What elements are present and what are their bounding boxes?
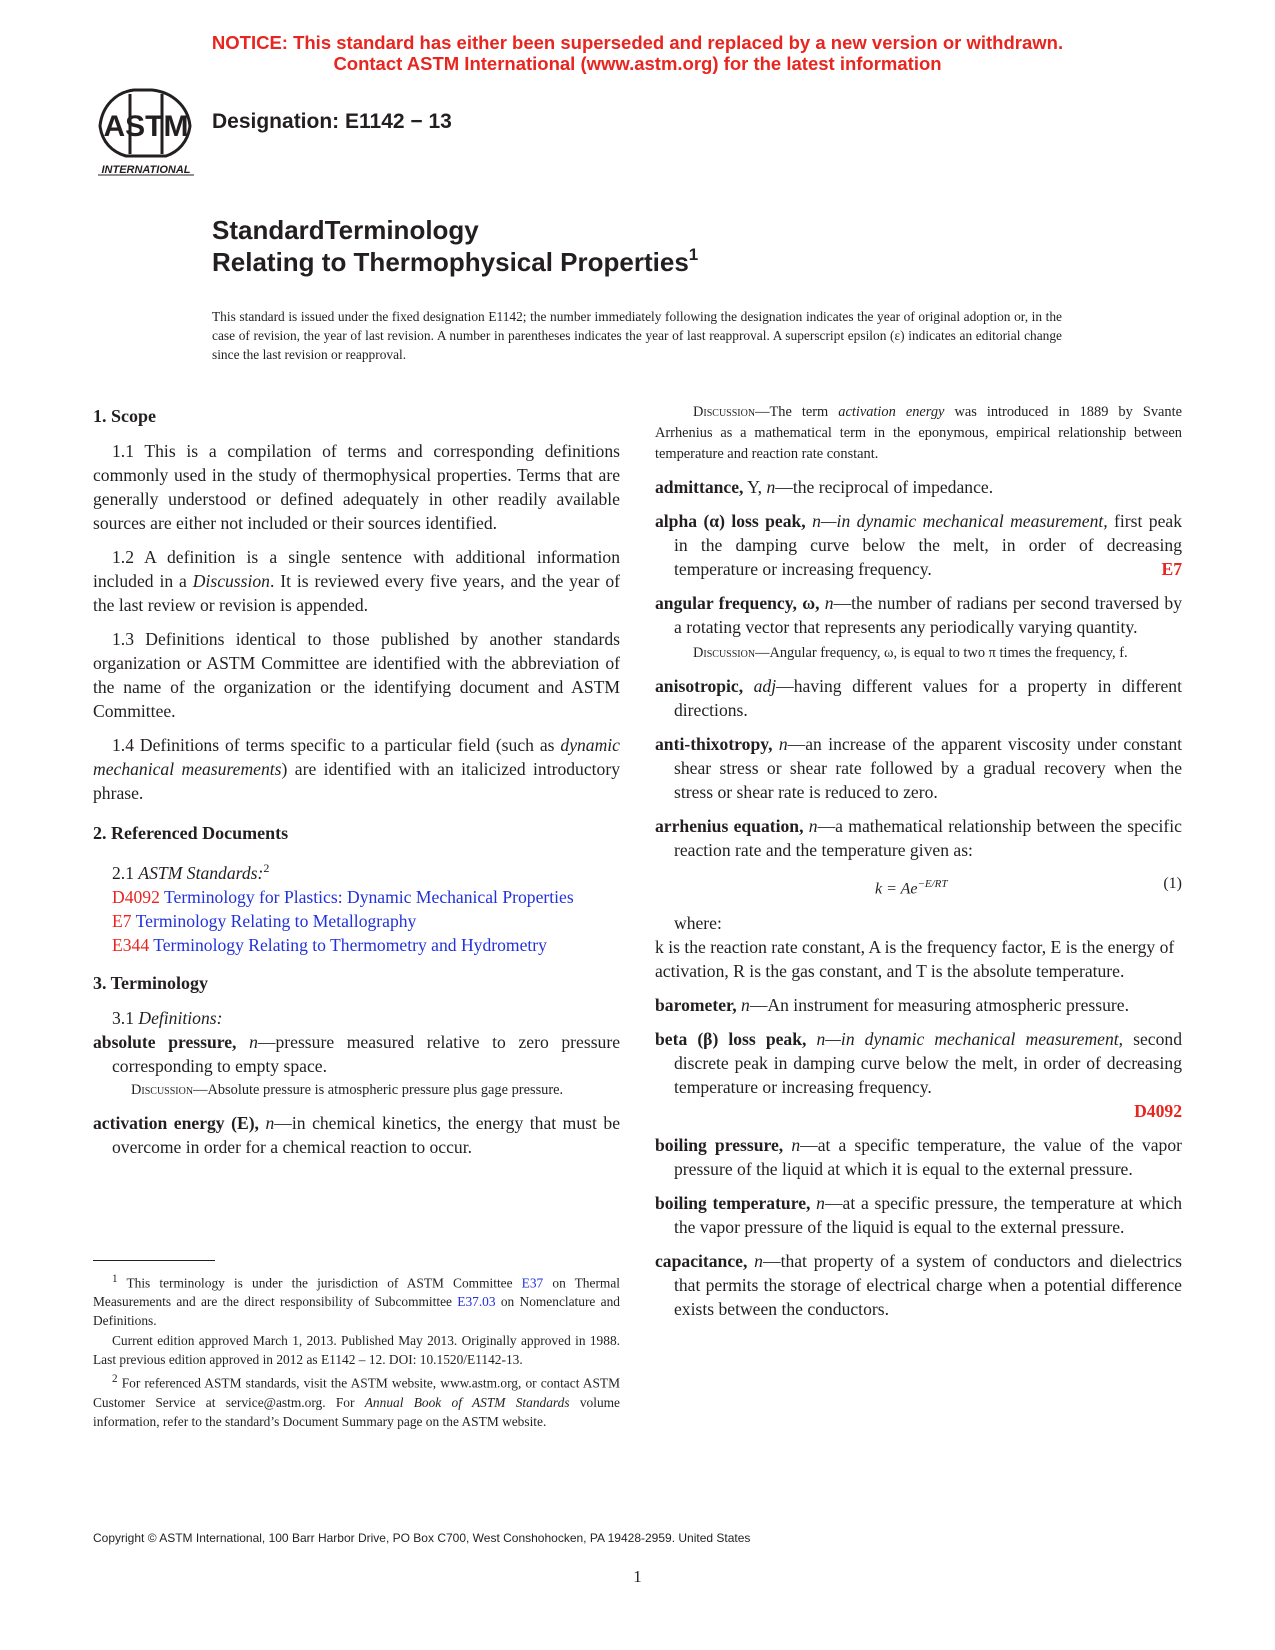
standard-tag-e7[interactable]: E7 bbox=[1161, 559, 1182, 579]
discussion-angular-frequency: Discussion—Angular frequency, ω, is equal to two π times the frequency, f. bbox=[693, 645, 1128, 661]
section-scope-heading: 1. Scope bbox=[93, 406, 156, 426]
copyright-footer: Copyright © ASTM International, 100 Barr Harbor Drive, PO Box C700, West Conshohocken, PA 19428-2959. United States bbox=[93, 1531, 751, 1545]
logo-mark-text: ASTM bbox=[103, 110, 189, 143]
notice-banner bbox=[0, 32, 1275, 74]
issue-note: This standard is issued under the fixed designation E1142; the number immediately following the designation indicates the year of original adoption or, in the case of revision, the year of last revision. A number in parentheses indicates the year of last reapproval. A superscript epsilon (ε) indicates an editorial change since the last revision or reapproval. bbox=[212, 309, 1062, 362]
term-absolute-pressure: absolute pressure, n—pressure measured relative to zero pressure corresponding to empty space. bbox=[93, 1031, 621, 1076]
logo-international-text: INTERNATIONAL bbox=[101, 164, 191, 176]
term-activation-energy: activation energy (E), n—in chemical kinetics, the energy that must be overcome in order for a chemical reaction to occur. bbox=[93, 1112, 620, 1157]
equation-number: (1) bbox=[1163, 875, 1182, 892]
footnote-2: $^2$ For referenced ASTM standards, visit the ASTM website, www.astm.org, or contact ASTM Customer Service at service@astm.org. For Annual Book of ASTM Standards volume information, refer to the standard’s Document Summary page on the ASTM website. bbox=[93, 1373, 620, 1429]
link-e37-03[interactable]: E37.03 bbox=[457, 1294, 496, 1310]
section-referenced-documents-heading: 2. Referenced Documents bbox=[93, 823, 289, 843]
astm-standards-subheading: 2.1 ASTM Standards:$^2$ bbox=[112, 861, 270, 883]
definitions-subheading: 3.1 Definitions: bbox=[112, 1007, 223, 1028]
page-number: 1 bbox=[633, 1567, 642, 1586]
notice-line-1: NOTICE: This standard has either been superseded and replaced by a new version or withdrawn. bbox=[211, 32, 1064, 53]
title-line-1: StandardTerminology bbox=[212, 215, 479, 245]
footnote-1-edition: Current edition approved March 1, 2013. Published May 2013. Originally approved in 1988. Last previous edition approved in 2012 as E1142 – 12. DOI: 10.1520/E1142-13. bbox=[93, 1333, 620, 1368]
where-text: k is the reaction rate constant, A is the frequency factor, E is the energy of activation, R is the gas constant, and T is the absolute temperature. bbox=[655, 937, 1175, 982]
standard-tag-d4092[interactable]: D4092 bbox=[1134, 1101, 1182, 1122]
title-footnote-mark: 1 bbox=[688, 245, 699, 264]
para-1-3: 1.3 Definitions identical to those published by another standards organization or ASTM Committee are identified with the abbreviation of the name of the organization or the identifying document and ASTM Committee. bbox=[93, 629, 620, 721]
section-terminology-heading: 3. Terminology bbox=[93, 972, 209, 993]
term-beta-loss-peak: beta (β) loss peak, n—in dynamic mechanical measurement, second discrete peak in damping curve below the melt, in order of decreasing temperature or increasing frequency. D4092 bbox=[655, 1029, 1183, 1122]
link-e37[interactable]: E37 bbox=[521, 1275, 544, 1291]
term-capacitance: capacitance, n—that property of a system of conductors and dielectrics that permits the storage of electrical charge when a potential difference exists between the conductors. bbox=[655, 1251, 1182, 1320]
para-1-4: 1.4 Definitions of terms specific to a particular field (such as dynamic mechanical measurements) are identified with an italicized introductory phrase. bbox=[93, 735, 621, 803]
term-angular-frequency: angular frequency, ω, n—the number of radians per second traversed by a rotating vector that represents any periodically varying quantity. bbox=[655, 593, 1182, 637]
astm-logo bbox=[92, 84, 200, 176]
footnote-1: $^1$ This terminology is under the jurisdiction of ASTM Committee E37 on Thermal Measurements and are the direct responsibility of Subcommittee E37.03 on Nomenclature and Definitions. bbox=[93, 1273, 620, 1329]
discussion-activation-energy: Discussion—The term activation energy was introduced in 1889 by Svante Arrhenius as a mathematical term in the eponymous, empirical relationship between temperature and reaction rate constant. bbox=[655, 404, 1182, 462]
reference-item[interactable]: E344 Terminology Relating to Thermometry and Hydrometry bbox=[112, 934, 547, 955]
para-1-1: 1.1 This is a compilation of terms and corresponding definitions commonly used in the study of thermophysical properties. Terms that are generally understood or defined adequately in other readily available sources are either not included or their sources identified. bbox=[93, 441, 620, 533]
document-title bbox=[212, 214, 698, 278]
term-arrhenius-equation: arrhenius equation, n—a mathematical relationship between the specific reaction rate and the temperature given as: bbox=[655, 816, 1182, 860]
term-anisotropic: anisotropic, adj—having different values for a property in different directions. bbox=[655, 676, 1182, 720]
footnote-divider bbox=[93, 1260, 215, 1261]
reference-item[interactable]: E7 Terminology Relating to Metallography bbox=[112, 910, 417, 931]
term-anti-thixotropy: anti-thixotropy, n—an increase of the apparent viscosity under constant shear stress or shear rate followed by a gradual recovery when the stress or shear rate is reduced to zero. bbox=[655, 734, 1182, 802]
discussion-absolute-pressure: Discussion—Absolute pressure is atmospheric pressure plus gage pressure. bbox=[131, 1081, 564, 1098]
term-boiling-pressure: boiling pressure, n—at a specific temperature, the value of the vapor pressure of the liquid at which it is equal to the external pressure. bbox=[655, 1135, 1182, 1180]
designation: Designation: E1142 − 13 bbox=[212, 110, 452, 133]
left-column bbox=[93, 404, 620, 1169]
term-barometer: barometer, n—An instrument for measuring atmospheric pressure. bbox=[655, 995, 1129, 1016]
notice-line-2: Contact ASTM International (www.astm.org) for the latest information bbox=[333, 53, 942, 74]
title-line-2: Relating to Thermophysical Properties$^1$ bbox=[212, 245, 699, 277]
para-1-2: 1.2 A definition is a single sentence with additional information included in a Discussion. It is reviewed every five years, and the year of the last review or revision is appended. bbox=[93, 547, 620, 615]
term-alpha-loss-peak: alpha (α) loss peak, n—in dynamic mechanical measurement, first peak in the damping curve below the melt, in order of decreasing temperature or increasing frequency. E7 bbox=[655, 511, 1182, 579]
term-admittance: admittance, Y, n—the reciprocal of impedance. bbox=[655, 477, 994, 497]
right-column bbox=[655, 402, 1182, 1331]
reference-item[interactable]: D4092 Terminology for Plastics: Dynamic Mechanical Properties bbox=[112, 886, 574, 907]
footnotes bbox=[93, 1270, 620, 1432]
where-label: where: bbox=[674, 913, 722, 934]
term-boiling-temperature: boiling temperature, n—at a specific pressure, the temperature at which the vapor pressure of the liquid is equal to the external pressure. bbox=[655, 1193, 1183, 1238]
equation-1: $k = Ae^{-E/RT}$ (1) bbox=[655, 872, 1182, 901]
